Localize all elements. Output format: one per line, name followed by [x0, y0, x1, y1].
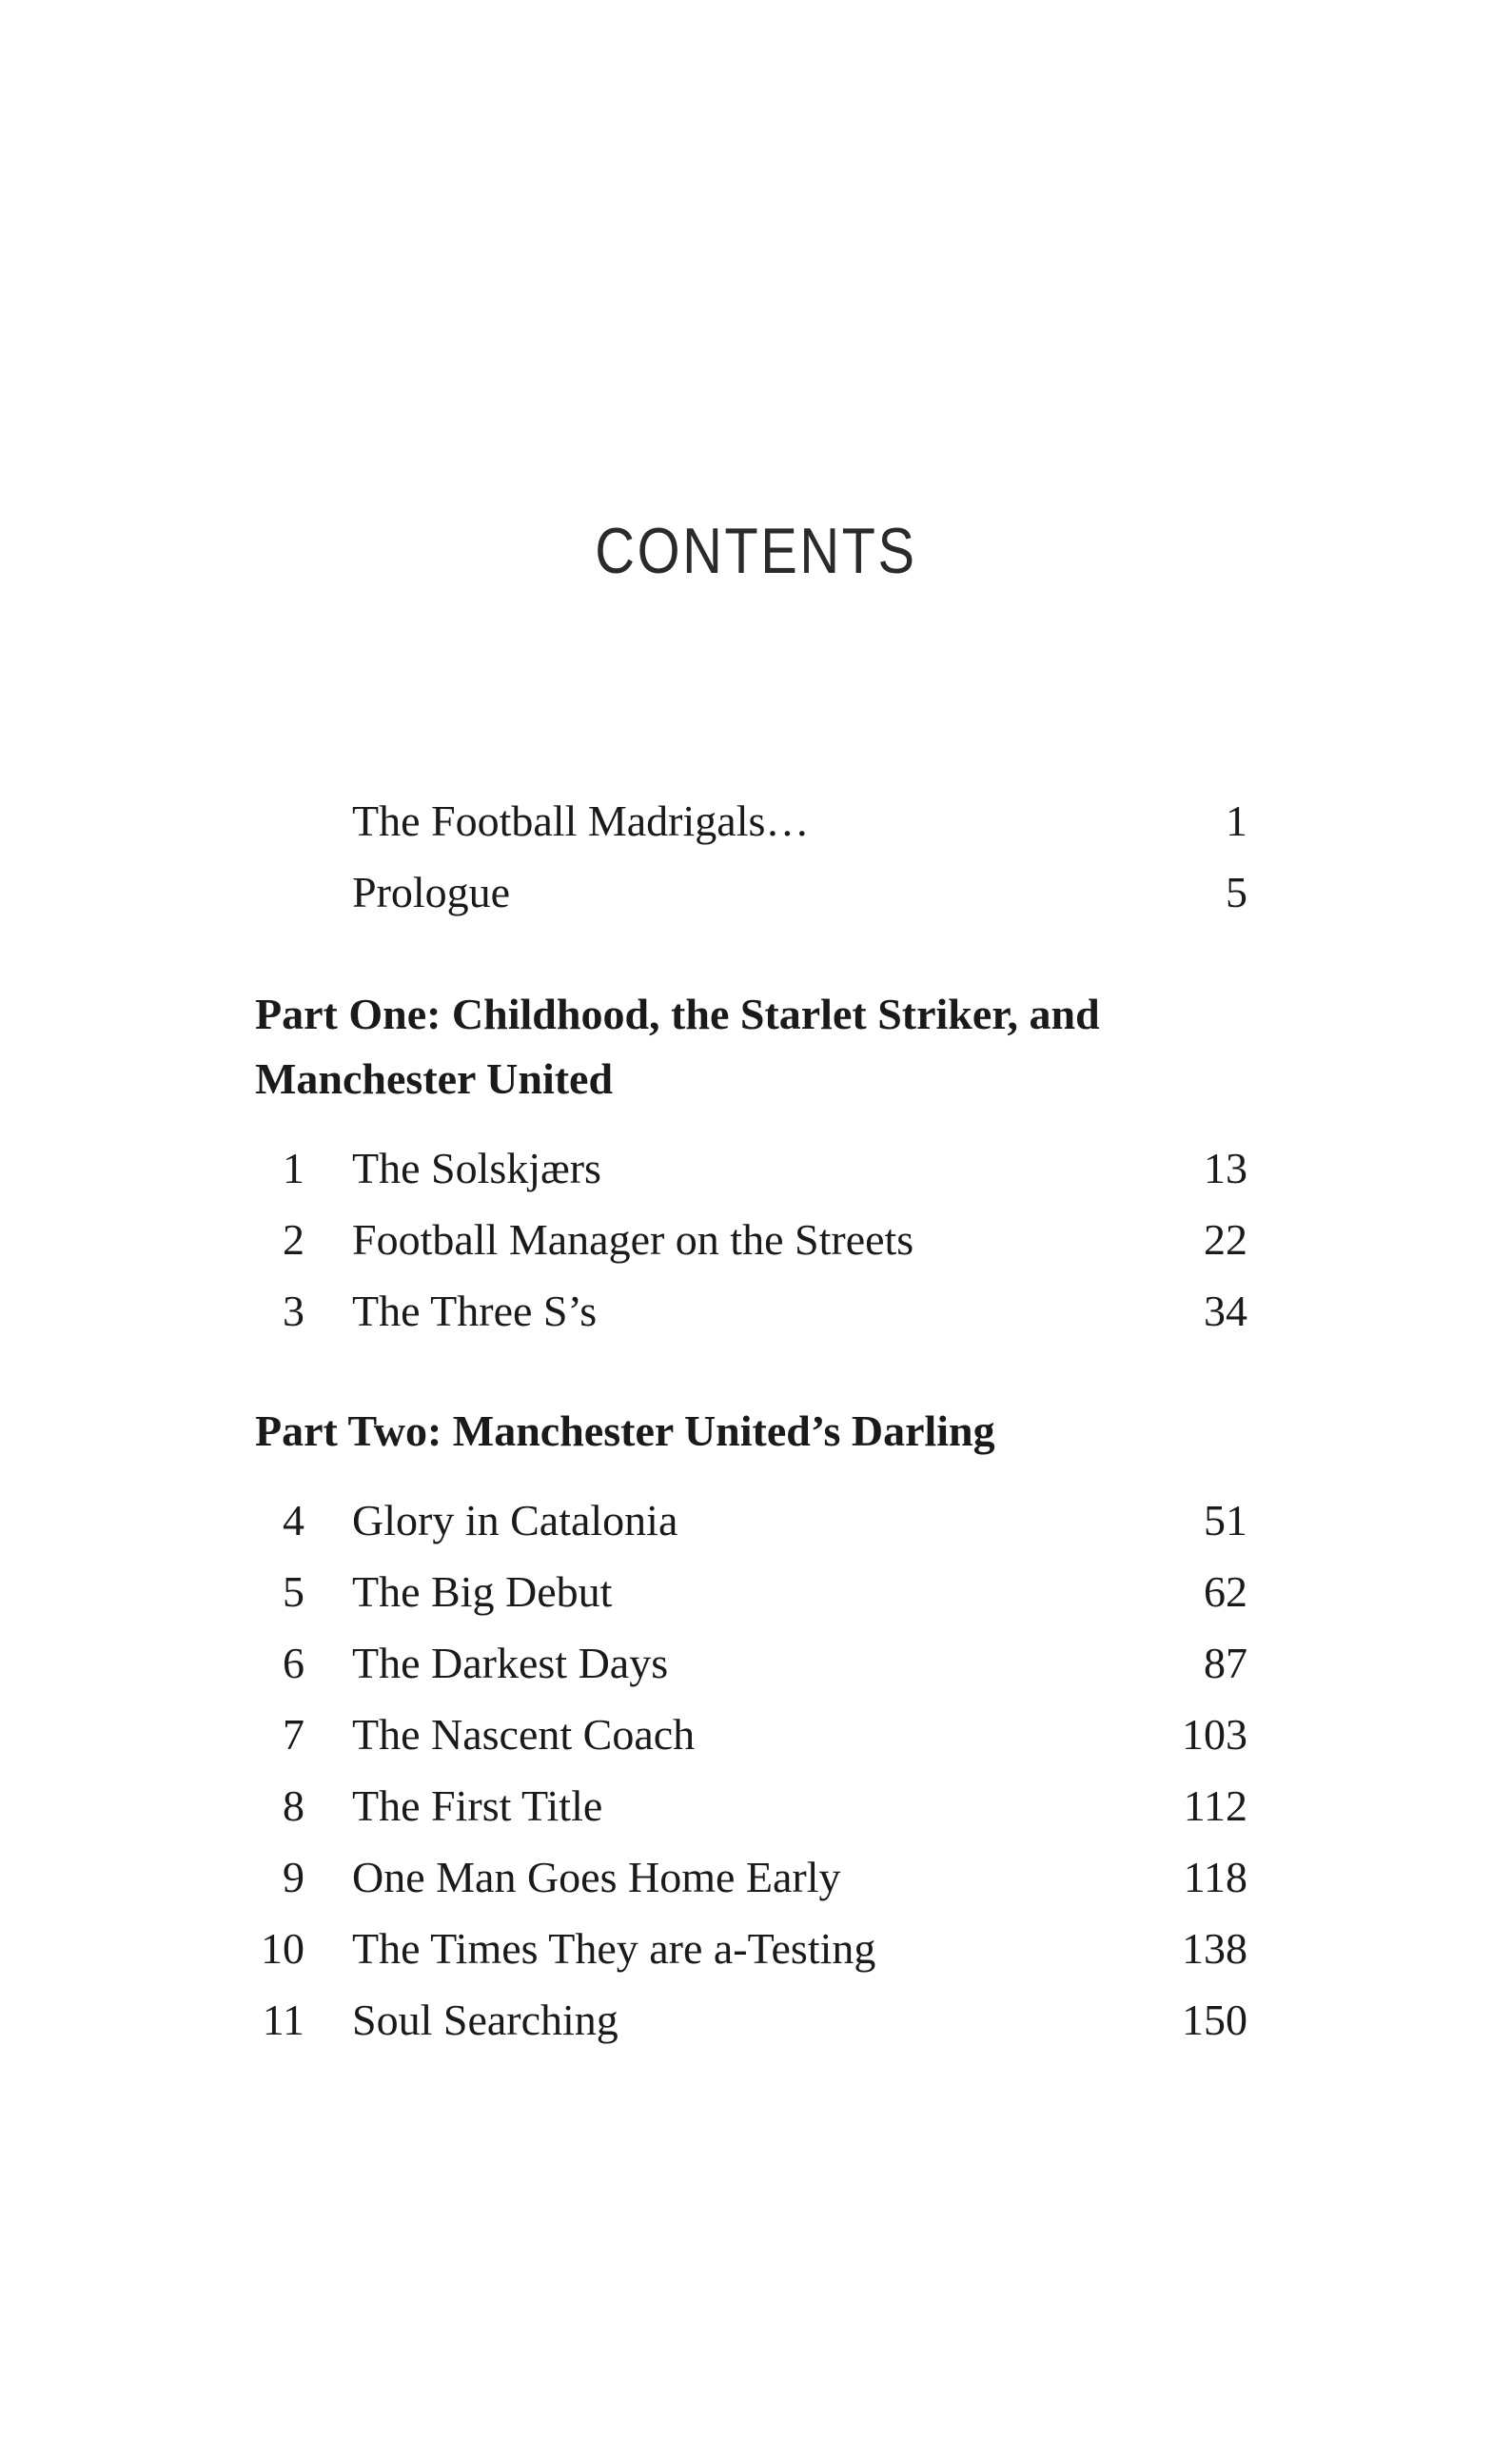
chapter-title: The Solskjærs	[352, 1144, 601, 1192]
part-heading: Part One: Childhood, the Starlet Striker, and Manchester United	[255, 990, 1100, 1103]
chapter-entry[interactable]	[0, 1132, 1512, 1204]
chapter-number: 8	[283, 1781, 304, 1830]
toc-entry[interactable]	[0, 785, 1512, 856]
chapter-entry[interactable]	[0, 1984, 1512, 2055]
chapter-page: 118	[1183, 1853, 1247, 1901]
chapter-page: 138	[1182, 1924, 1247, 1973]
chapter-page: 22	[1204, 1215, 1247, 1264]
chapter-page: 13	[1204, 1144, 1247, 1192]
chapter-entry[interactable]	[0, 1556, 1512, 1627]
chapter-number: 7	[283, 1710, 304, 1759]
chapter-entry[interactable]	[0, 1485, 1512, 1556]
chapter-entry[interactable]	[0, 1770, 1512, 1841]
chapter-list	[0, 1132, 1512, 1347]
chapter-page: 150	[1182, 1996, 1247, 2044]
part-heading: Part Two: Manchester United’s Darling	[255, 1406, 995, 1455]
chapter-title: The Darkest Days	[352, 1639, 669, 1687]
chapter-page: 62	[1204, 1567, 1247, 1616]
chapter-page: 103	[1182, 1710, 1247, 1759]
entry-page: 1	[1226, 797, 1247, 845]
chapter-title: The Big Debut	[352, 1567, 613, 1616]
entry-title: The Football Madrigals…	[352, 797, 810, 845]
chapter-page: 34	[1204, 1287, 1247, 1335]
chapter-title: One Man Goes Home Early	[352, 1853, 841, 1901]
entry-title: Prologue	[352, 868, 511, 916]
chapter-number: 6	[283, 1639, 304, 1687]
chapter-entry[interactable]	[0, 1841, 1512, 1913]
chapter-entry[interactable]	[0, 1275, 1512, 1347]
chapter-page: 112	[1183, 1781, 1247, 1830]
front-matter-list	[0, 785, 1512, 928]
chapter-number: 5	[283, 1567, 304, 1616]
chapter-title: The Nascent Coach	[352, 1710, 696, 1759]
chapter-entry[interactable]	[0, 1204, 1512, 1275]
chapter-title: Glory in Catalonia	[352, 1496, 678, 1544]
chapter-title: The First Title	[352, 1781, 603, 1830]
chapter-number: 3	[283, 1287, 304, 1335]
chapter-entry[interactable]	[0, 1627, 1512, 1699]
entry-page: 5	[1226, 868, 1247, 916]
chapter-number: 1	[283, 1144, 304, 1192]
chapter-entry[interactable]	[0, 1913, 1512, 1984]
chapter-page: 51	[1204, 1496, 1247, 1544]
chapter-title: The Times They are a-Testing	[352, 1924, 876, 1973]
chapter-number: 10	[261, 1924, 304, 1973]
chapter-number: 4	[283, 1496, 304, 1544]
chapter-entry[interactable]	[0, 1699, 1512, 1770]
chapter-title: The Three S’s	[352, 1287, 598, 1335]
chapter-page: 87	[1204, 1639, 1247, 1687]
chapter-number: 2	[283, 1215, 304, 1264]
chapter-list	[0, 1485, 1512, 2055]
page-title: CONTENTS	[595, 515, 917, 587]
chapter-title: Soul Searching	[352, 1996, 619, 2044]
chapter-number: 9	[283, 1853, 304, 1901]
chapter-title: Football Manager on the Streets	[352, 1215, 914, 1264]
chapter-number: 11	[262, 1996, 304, 2044]
toc-entry[interactable]	[0, 856, 1512, 928]
